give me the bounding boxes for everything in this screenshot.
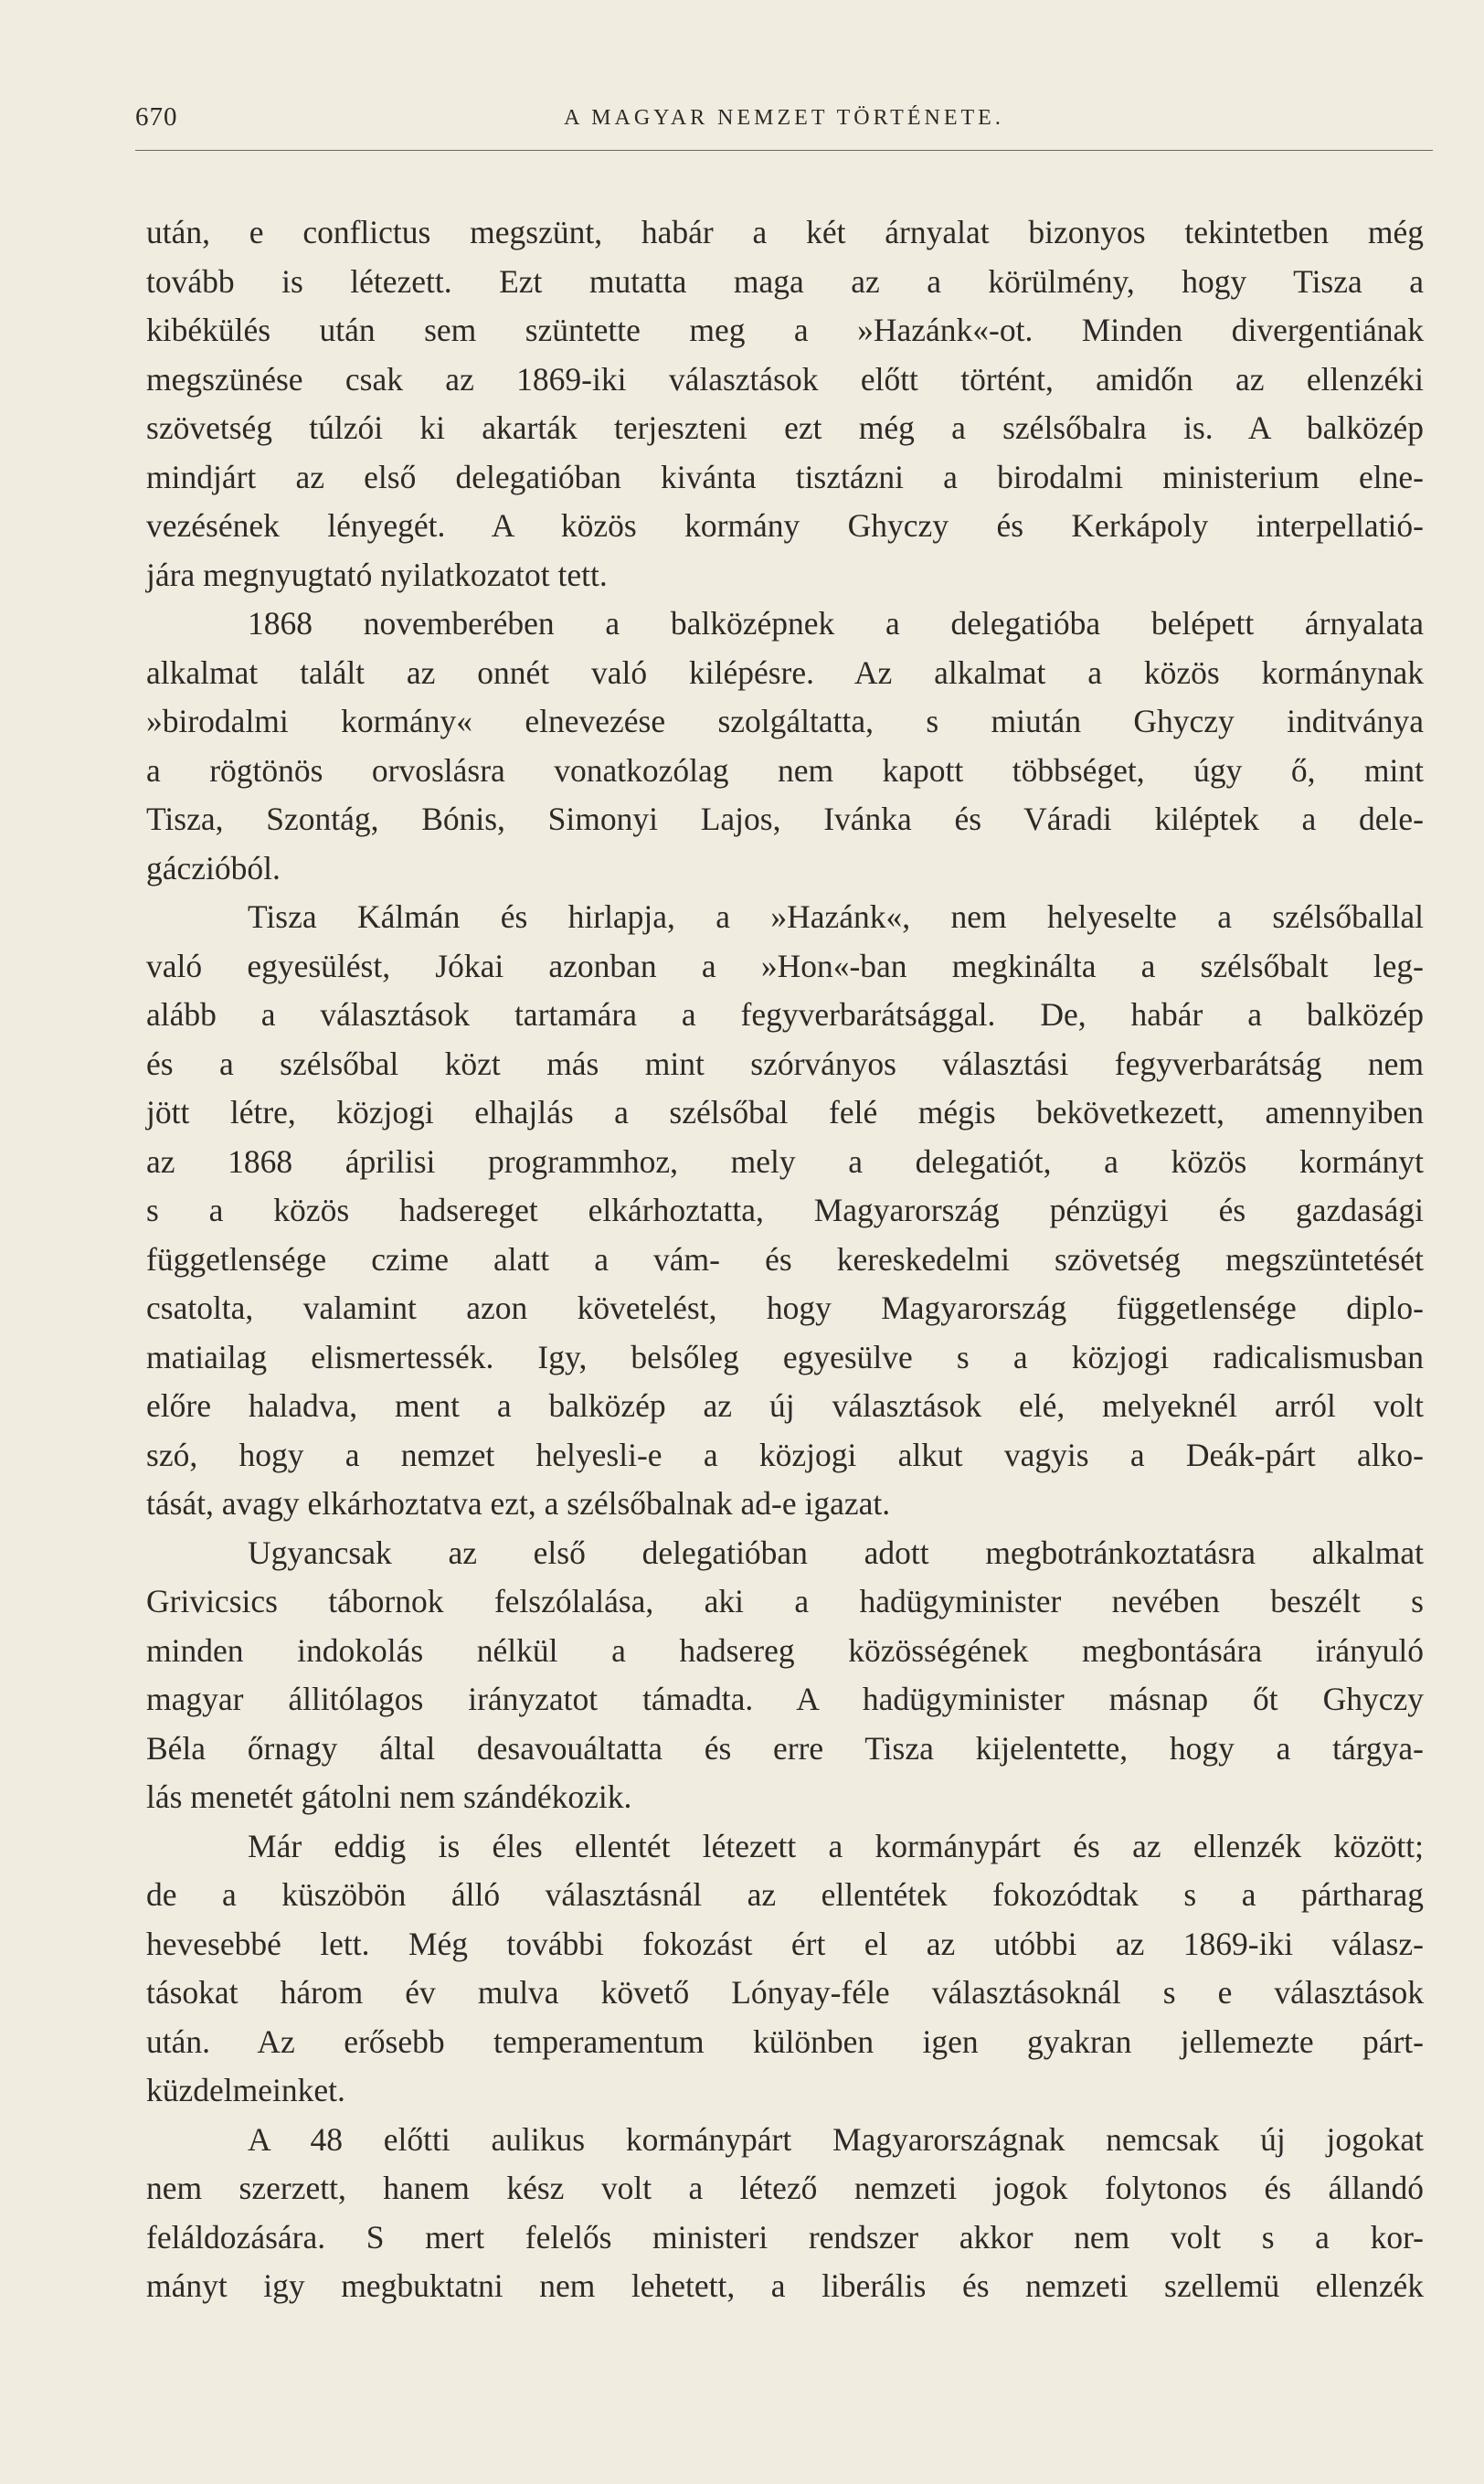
page-header (135, 102, 1433, 148)
body-text (146, 208, 1424, 2311)
text-line: lás menetét gátolni nem szándékozik. (146, 1778, 632, 1815)
text-line: vezésének lényegét. A közös kormány Ghyczy és Kerkápoly interpellatió- (146, 507, 1424, 544)
text-line: szó, hogy a nemzet helyesli-e a közjogi alkut vagyis a Deák-párt alko- (146, 1436, 1424, 1473)
text-line: Tisza Kálmán és hirlapja, a »Hazánk«, nem helyeselte a szélsőballal (248, 898, 1424, 935)
text-line: 1868 novemberében a balközépnek a delegatióba belépett árnyalata (248, 605, 1424, 642)
header-rule (135, 150, 1433, 151)
text-line: és a szélsőbal közt más mint szórványos választási fegyverbarátság nem (146, 1045, 1424, 1082)
text-line: kibékülés után sem szüntette meg a »Hazánk«-ot. Minden divergentiának (146, 312, 1424, 348)
text-line: függetlensége czime alatt a vám- és kereskedelmi szövetség megszüntetését (146, 1240, 1424, 1278)
text-line: a rögtönös orvoslásra vonatkozólag nem kapott többséget, úgy ő, mint (146, 751, 1424, 789)
text-line: Ugyancsak az első delegatióban adott megbotránkoztatásra alkalmat (248, 1534, 1424, 1571)
text-line: gáczióból. (146, 849, 281, 886)
text-line: alább a választások tartamára a fegyverbarátsággal. De, habár a balközép (146, 996, 1424, 1033)
text-line: mányt igy megbuktatni nem lehetett, a liberális és nemzeti szellemü ellenzék (146, 2267, 1424, 2304)
text-line: Grivicsics tábornok felszólalása, aki a hadügyminister nevében beszélt s (146, 1583, 1424, 1619)
text-line: tását, avagy elkárhoztatva ezt, a szélsőbalnak ad-e igazat. (146, 1485, 891, 1522)
text-line: jött létre, közjogi elhajlás a szélsőbal felé mégis bekövetkezett, amennyiben (146, 1094, 1424, 1131)
text-line: tovább is létezett. Ezt mutatta maga az a körülmény, hogy Tisza a (146, 262, 1424, 300)
text-line: csatolta, valamint azon követelést, hogy Magyarország függetlensége diplo- (146, 1290, 1424, 1326)
text-line: hevesebbé lett. Még további fokozást ért el az utóbbi az 1869-iki válasz- (146, 1925, 1424, 1962)
text-line: de a küszöbön álló választásnál az ellentétek fokozódtak s a pártharag (146, 1876, 1424, 1913)
text-line: jára megnyugtató nyilatkozatot tett. (146, 556, 608, 593)
text-line: Béla őrnagy által desavouáltatta és erre Tisza kijelentette, hogy a tárgya- (146, 1729, 1424, 1767)
text-line: Tisza, Szontág, Bónis, Simonyi Lajos, Ivánka és Váradi kiléptek a dele- (146, 801, 1424, 837)
text-line: előre haladva, ment a balközép az új választások elé, melyeknél arról volt (146, 1387, 1424, 1424)
text-line: tásokat három év mulva követő Lónyay-féle választásoknál s e választások (146, 1974, 1424, 2011)
text-line: nem szerzett, hanem kész volt a létező nemzeti jogok folytonos és állandó (146, 2170, 1424, 2206)
text-line: való egyesülést, Jókai azonban a »Hon«-ban megkinálta a szélsőbalt leg- (146, 947, 1424, 984)
text-line: »birodalmi kormány« elnevezése szolgáltatta, s miután Ghyczy inditványa (146, 703, 1424, 739)
running-title: A MAGYAR NEMZET TÖRTÉNETE. (564, 106, 1004, 130)
text-line: mindjárt az első delegatióban kivánta tisztázni a birodalmi ministerium elne- (146, 458, 1424, 495)
text-line: alkalmat talált az onnét való kilépésre. Az alkalmat a közös kormánynak (146, 653, 1424, 691)
text-line: után, e conflictus megszünt, habár a két árnyalat bizonyos tekintetben még (146, 214, 1424, 250)
text-line: magyar állitólagos irányzatot támadta. A hadügyminister másnap őt Ghyczy (146, 1681, 1424, 1717)
text-line: az 1868 áprilisi programmhoz, mely a delegatiót, a közös kormányt (146, 1142, 1424, 1180)
text-line: A 48 előtti aulikus kormánypárt Magyarországnak nemcsak új jogokat (248, 2120, 1424, 2158)
text-line: feláldozására. S mert felelős ministeri rendszer akkor nem volt s a kor- (146, 2218, 1424, 2256)
text-line: megszünése csak az 1869-iki választások előtt történt, amidőn az ellenzéki (146, 360, 1424, 398)
text-line: után. Az erősebb temperamentum különben igen gyakran jellemezte párt- (146, 2022, 1424, 2060)
page-number: 670 (135, 102, 178, 132)
text-line: küzdelmeinket. (146, 2072, 345, 2108)
text-line: minden indokolás nélkül a hadsereg közösségének megbontására irányuló (146, 1631, 1424, 1669)
text-line: szövetség túlzói ki akarták terjeszteni ezt még a szélsőbalra is. A balközép (146, 409, 1424, 446)
text-line: Már eddig is éles ellentét létezett a kormánypárt és az ellenzék között; (248, 1827, 1424, 1864)
text-line: s a közös hadsereget elkárhoztatta, Magyarország pénzügyi és gazdasági (146, 1192, 1424, 1228)
text-line: matiailag elismertessék. Igy, belsőleg egyesülve s a közjogi radicalismusban (146, 1338, 1424, 1375)
